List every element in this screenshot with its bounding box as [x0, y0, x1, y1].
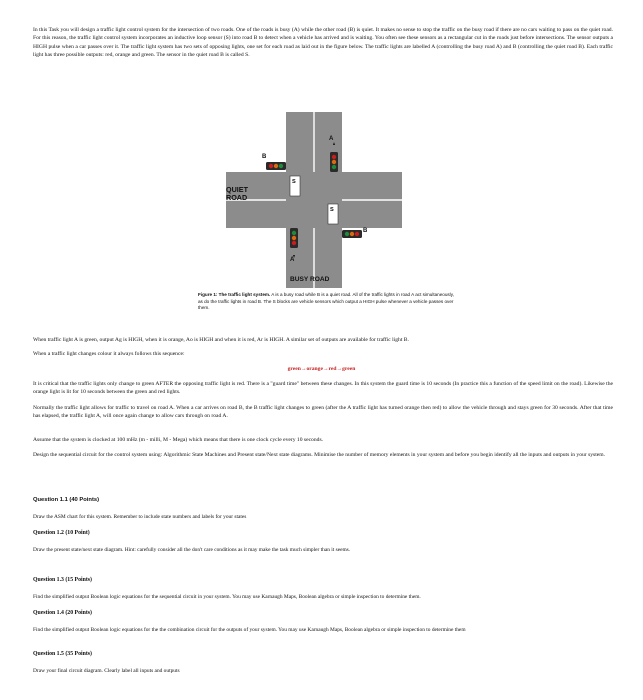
light-a-label-top: A [329, 136, 334, 142]
intro-paragraph: In this Task you will design a traffic light control system for the intersection of two roads. One of the roads is busy (A) while the other road (B) is quiet. It makes no sense to stop the traffic on the busy road if there are no cars waiting to pass on the quiet road. For this reason, the traffic light control system incorporates an inductive loop sensor (S) into road B to detect when a vehicle has arrived and is waiting. You often see these sensors as a rectangular cut in the roads just before intersections. The sensor outputs a HIGH pulse when a car passes over it. The traffic light system has two sets of opposing lights, one set for each road as laid out in the figure below. The traffic lights are labelled A (controlling the busy road A) and B (controlling the quiet road B). Each traffic light has three possible outputs: red, orange and green. The sensor in the quiet road B is called S. [33, 27, 613, 58]
traffic-light-a-top [330, 152, 338, 172]
quiet-road-label [226, 186, 248, 202]
figure-caption [198, 292, 460, 312]
caption-lead: Figure 1: The traffic light system. [198, 292, 271, 297]
question-1-1-title: Question 1.1 (40 Points) [33, 497, 100, 503]
sequence-intro: When a traffic light changes colour it always follows this sequence: [33, 351, 185, 357]
light-b-label-right: B [363, 228, 368, 234]
traffic-light-b-right [342, 230, 362, 238]
question-1-5-title: Question 1.5 (35 Points) [33, 651, 92, 657]
quiet-road-label-line1: QUIET [226, 185, 248, 194]
design-paragraph: Design the sequential circuit for the control system using: Algorithmic State Machines and Present state/Next state diagrams. Minimise the number of memory elements in your system and before you begin identify all the inputs and outputs in your system. [33, 452, 606, 458]
light-b-label-left: B [262, 154, 267, 160]
outputs-paragraph: When traffic light A is green, output Ag is HIGH, when it is orange, Ao is HIGH and when it is red, Ar is HIGH. A similar set of outputs are available for traffic light B. [33, 337, 409, 343]
question-1-4-text: Find the simplified output Boolean logic equations for the the combination circuit for the outputs of your system. You may use Karnaugh Maps, Boolean algebra or simple inspection to determine them [33, 627, 466, 633]
quiet-road-label-line2: ROAD [226, 193, 248, 202]
traffic-intersection-figure [226, 112, 402, 288]
guard-time-paragraph: It is critical that the traffic lights only change to green AFTER the opposing traffic light is red. There is a "guard time" between these changes. In this system the guard time is 10 seconds (In practice this a function of the speed limit on the road). Likewise the orange light is lit for 10 seconds between the green and red lights. [33, 381, 613, 396]
normal-operation-paragraph: Normally the traffic light allows for traffic to travel on road A. When a car arrives on road B, the B traffic light changes to green (after the A traffic light has turned orange then red) to allow the vehicle through and stays green for 30 seconds. After that time has elapsed, the traffic light A, will once again change to allow cars through on road A. [33, 405, 613, 420]
question-1-2-text: Draw the present state/next state diagram. Hint: carefully consider all the don't care conditions as it may make the task much simpler than it seems. [33, 547, 351, 553]
intersection-diagram [226, 112, 402, 288]
question-1-4-title: Question 1.4 (20 Points) [33, 610, 92, 616]
caption-text: A is a busy road while B is a quiet road. All of the traffic lights in road A act simultaneously, as do the traffic lights in road B. The S blocks are vehicle sensors which output a HIGH pulse whenever a vehicle passes over them. [198, 292, 454, 311]
busy-road-label: BUSY ROAD [290, 276, 330, 283]
sensor-label-right: S [330, 207, 334, 213]
sensor-label-left: S [292, 179, 296, 185]
clock-paragraph: Assume that the system is clocked at 100 mHz (m - milli, M - Mega) which means that there is one clock cycle every 10 seconds. [33, 437, 324, 443]
question-1-3-text: Find the simplified output Boolean logic equations for the sequential circuit in your system. You may use Karnaugh Maps, Boolean algebra or simple inspection to determine them. [33, 594, 421, 600]
colour-sequence: green→orange→red→green [287, 366, 356, 372]
light-a-label-bottom: A [290, 257, 295, 263]
question-1-5-text: Draw your final circuit diagram. Clearly label all inputs and outputs [33, 668, 180, 674]
question-1-1-text: Draw the ASM chart for this system. Remember to include state numbers and labels for your states [33, 514, 247, 520]
question-1-3-title: Question 1.3 (15 Points) [33, 577, 92, 583]
question-1-2-title: Question 1.2 (10 Point) [33, 530, 90, 536]
traffic-light-b-left [266, 162, 286, 170]
traffic-light-a-bottom [290, 228, 298, 248]
